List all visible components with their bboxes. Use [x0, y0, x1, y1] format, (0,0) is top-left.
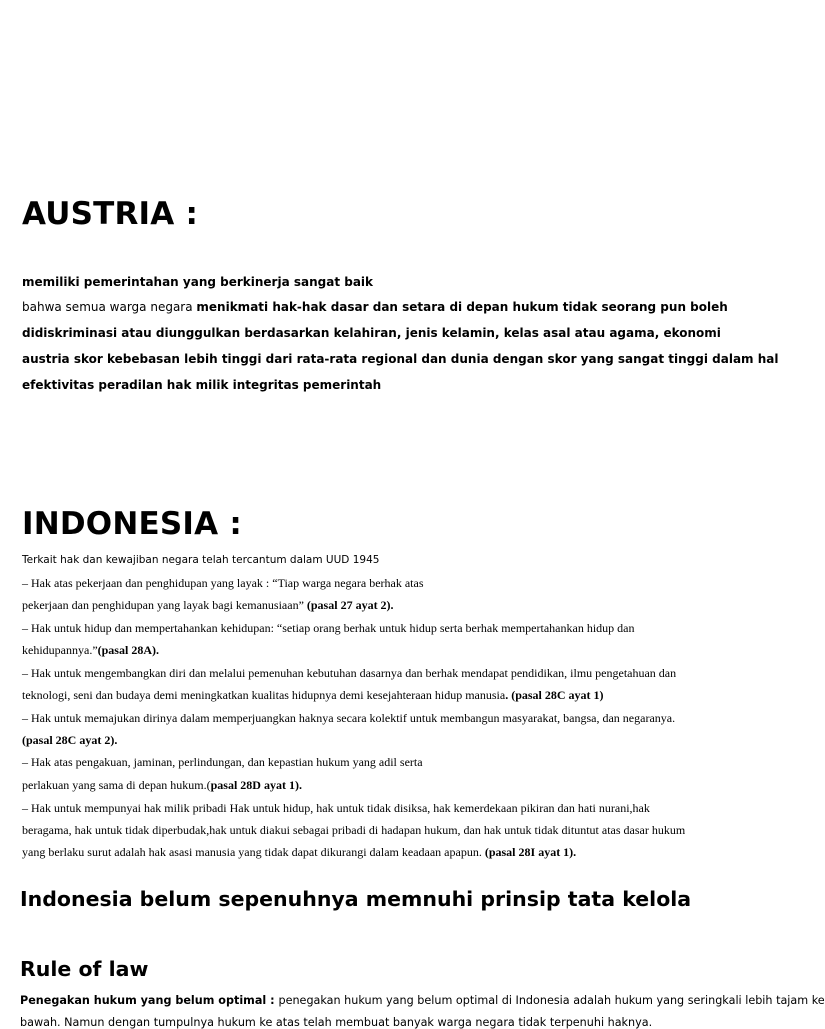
right-6-line-a: – Hak untuk mempunyai hak milik pribadi Hak untuk hidup, hak untuk tidak disiksa, hak kemerdekaan pikiran dan hati nurani,hak [22, 801, 650, 815]
right-6-line-c [22, 845, 576, 860]
austria-line-1: memiliki pemerintahan yang berkinerja sangat baik [22, 275, 374, 289]
austria-line-2-bold: menikmati hak-hak dasar dan setara di depan hukum tidak seorang pun boleh [196, 300, 728, 314]
right-5-line-a: – Hak atas pengakuan, jaminan, perlindungan, dan kepastian hukum yang adil serta [22, 755, 423, 769]
right-6-text: yang berlaku surut adalah hak asasi manusia yang tidak dapat dikurangi dalam keadaan apapun. [22, 845, 485, 859]
right-3-text: teknologi, seni dan budaya demi meningkatkan kualitas hidupnya demi kesejahteraan hidup manusia [22, 688, 506, 702]
summary-paragraph-bold: Penegakan hukum yang belum optimal : [20, 994, 279, 1007]
right-5-line-b [22, 778, 302, 793]
right-1-line-a: – Hak atas pekerjaan dan penghidupan yang layak : “Tiap warga negara berhak atas [22, 576, 424, 590]
right-5-text: perlakuan yang sama di depan hukum.( [22, 778, 211, 792]
right-6-line-b: beragama, hak untuk tidak diperbudak,hak untuk diakui sebagai pribadi di hadapan hukum, dan hak untuk tidak dituntut atas dasar hukum [22, 823, 686, 837]
right-1-line-b [22, 598, 394, 613]
austria-line-4: austria skor kebebasan lebih tinggi dari rata-rata regional dan dunia dengan skor yang sangat tinggi dalam hal [22, 352, 779, 366]
austria-heading: AUSTRIA : [22, 196, 199, 232]
right-3-ref: . (pasal 28C ayat 1) [505, 688, 604, 702]
right-5-ref: pasal 28D ayat 1). [210, 778, 302, 792]
indonesia-intro: Terkait hak dan kewajiban negara telah tercantum dalam UUD 1945 [22, 554, 380, 566]
right-2-text: kehidupannya.” [22, 643, 98, 657]
austria-line-2 [22, 300, 728, 314]
right-2-line-a: – Hak untuk hidup dan mempertahankan kehidupan: “setiap orang berhak untuk hidup serta berhak mempertahankan hidup dan [22, 621, 635, 635]
summary-paragraph-normal: penegakan hukum yang belum optimal di Indonesia adalah hukum yang seringkali lebih tajam ke [278, 994, 825, 1007]
right-2-ref: (pasal 28A). [97, 643, 159, 657]
summary-paragraph-line-1 [20, 994, 825, 1007]
right-4-ref: (pasal 28C ayat 2). [22, 733, 118, 747]
indonesia-heading: INDONESIA : [22, 506, 242, 542]
austria-line-3: didiskriminasi atau diunggulkan berdasarkan kelahiran, jenis kelamin, kelas asal atau agama, ekonomi [22, 326, 721, 340]
austria-line-2-normal: bahwa semua warga negara [22, 300, 197, 314]
summary-heading: Indonesia belum sepenuhnya memnuhi prinsip tata kelola [20, 887, 692, 911]
right-3-line-a: – Hak untuk mengembangkan diri dan melalui pemenuhan kebutuhan dasarnya dan berhak mendapat pendidikan, ilmu pengetahuan dan [22, 666, 677, 680]
right-3-line-b [22, 688, 604, 703]
rule-of-law-heading: Rule of law [20, 957, 149, 981]
austria-line-5: efektivitas peradilan hak milik integritas pemerintah [22, 378, 382, 392]
right-2-line-b [22, 643, 159, 658]
right-1-ref: (pasal 27 ayat 2). [306, 598, 394, 612]
right-1-text: pekerjaan dan penghidupan yang layak bagi kemanusiaan” [22, 598, 307, 612]
right-6-ref: (pasal 28I ayat 1). [484, 845, 577, 859]
right-4-line-a: – Hak untuk memajukan dirinya dalam memperjuangkan haknya secara kolektif untuk membangun masyarakat, bangsa, dan negaranya. [22, 711, 676, 725]
summary-paragraph-line-2: bawah. Namun dengan tumpulnya hukum ke atas telah membuat banyak warga negara tidak terpenuhi haknya. [20, 1016, 653, 1029]
